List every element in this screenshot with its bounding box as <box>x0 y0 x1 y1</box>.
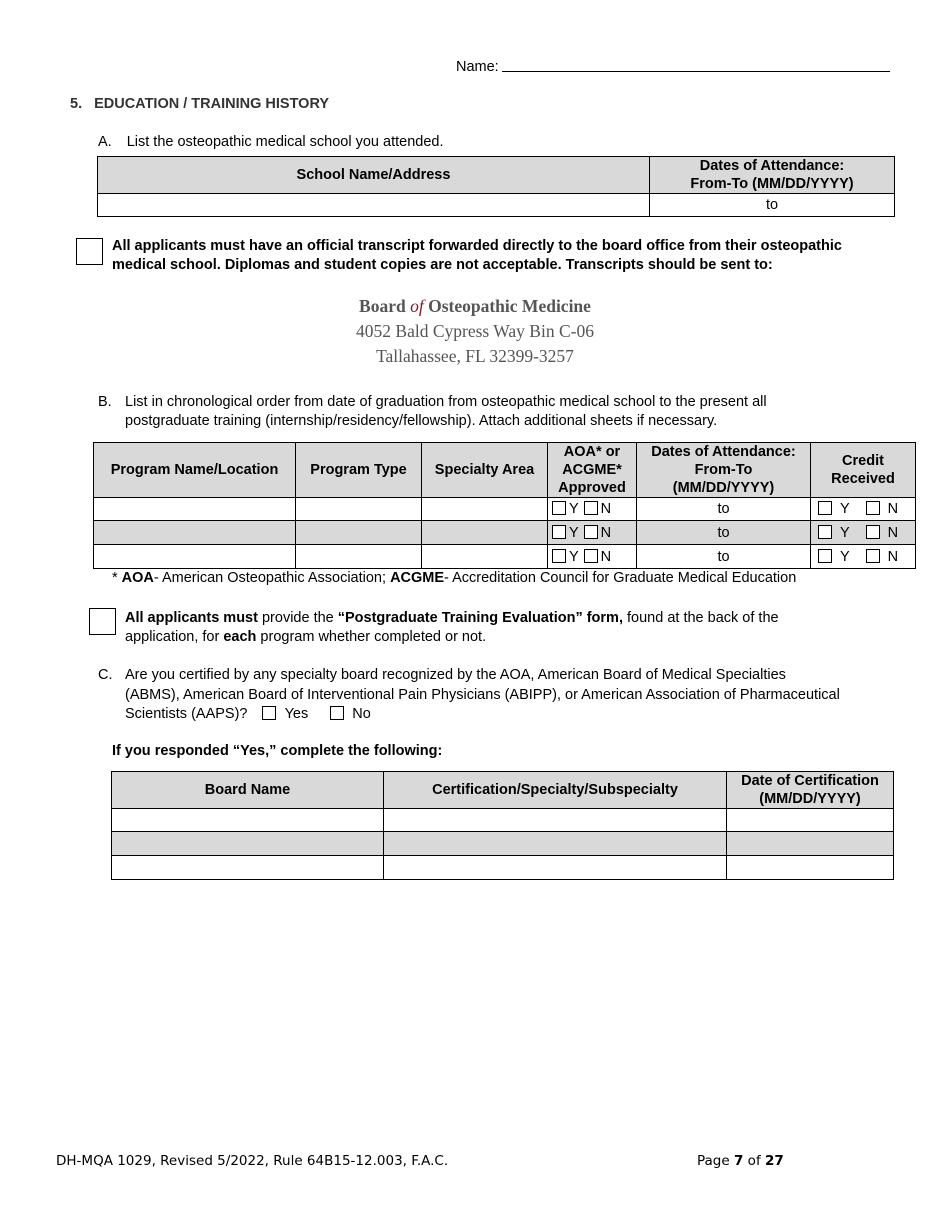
table-row <box>112 809 894 832</box>
part-a-text: List the osteopathic medical school you attended. <box>126 134 444 150</box>
page-number: Page 7 of 27 <box>697 1153 784 1169</box>
followup-instruction: If you responded “Yes,” complete the following: <box>112 743 443 759</box>
aoa-no-checkbox[interactable] <box>584 525 598 539</box>
aoa-yes-checkbox[interactable] <box>552 525 566 539</box>
program-type-cell[interactable] <box>296 521 422 545</box>
table-row <box>112 832 894 856</box>
program-type-cell[interactable] <box>296 498 422 521</box>
section-title-text: EDUCATION / TRAINING HISTORY <box>94 96 330 112</box>
aoa-no-checkbox[interactable] <box>584 501 598 515</box>
dates-cell[interactable]: to <box>637 545 811 569</box>
aoa-yes-checkbox[interactable] <box>552 549 566 563</box>
credit-cell: Y N <box>811 498 916 521</box>
board-name: Board of Osteopathic Medicine <box>359 296 591 316</box>
credit-cell: Y N <box>811 521 916 545</box>
transcript-notice-line2: medical school. Diplomas and student copies are not acceptable. Transcripts should be sent to: <box>112 257 773 273</box>
cert-no-label: No <box>352 706 371 722</box>
school-dates-cell[interactable]: to <box>650 194 895 217</box>
part-c-letter: C. <box>98 667 113 683</box>
dates-cell[interactable]: to <box>637 521 811 545</box>
part-c-line1: Are you certified by any specialty board recognized by the AOA, American Board of Medical Specialties <box>125 667 786 683</box>
program-cell[interactable] <box>94 498 296 521</box>
board-street: 4052 Bald Cypress Way Bin C-06 <box>356 321 594 341</box>
credit-yes-checkbox[interactable] <box>818 501 832 515</box>
aoa-no-checkbox[interactable] <box>584 549 598 563</box>
section-number: 5. <box>70 96 83 112</box>
part-c-line2: (ABMS), American Board of Interventional Pain Physicians (ABIPP), or American Association of Pharmaceutical <box>125 686 840 703</box>
program-cell[interactable] <box>94 545 296 569</box>
evaluation-checkbox[interactable] <box>89 608 116 635</box>
board-name-header: Board Name <box>112 772 384 809</box>
cert-cell[interactable] <box>384 809 727 832</box>
cert-cell[interactable] <box>384 832 727 856</box>
name-label: Name: <box>456 59 499 75</box>
credit-header: Credit Received <box>811 443 916 498</box>
program-header: Program Name/Location <box>94 443 296 498</box>
cert-no-checkbox[interactable] <box>330 706 344 720</box>
credit-yes-checkbox[interactable] <box>818 525 832 539</box>
board-name-cell[interactable] <box>112 809 384 832</box>
cert-date-cell[interactable] <box>727 832 894 856</box>
school-name-cell[interactable] <box>98 194 650 217</box>
cert-yes-label: Yes <box>284 706 309 722</box>
part-a-instruction <box>98 134 444 150</box>
aoa-cell: Y N <box>548 545 637 569</box>
transcript-notice-line1: All applicants must have an official transcript forwarded directly to the board office from their osteopathic <box>112 238 842 254</box>
training-table <box>93 442 916 569</box>
specialty-cell[interactable] <box>422 545 548 569</box>
part-b-line1: List in chronological order from date of graduation from osteopathic medical school to the present all <box>125 394 767 410</box>
cert-date-header: Date of Certification (MM/DD/YYYY) <box>727 772 894 809</box>
program-cell[interactable] <box>94 521 296 545</box>
certification-table <box>111 771 894 880</box>
school-dates-header: Dates of Attendance: From-To (MM/DD/YYYY) <box>650 157 895 194</box>
school-name-header: School Name/Address <box>98 157 650 194</box>
dates-header: Dates of Attendance: From-To (MM/DD/YYYY) <box>637 443 811 498</box>
program-type-cell[interactable] <box>296 545 422 569</box>
cert-yes-checkbox[interactable] <box>262 706 276 720</box>
aoa-cell: Y N <box>548 498 637 521</box>
table-row <box>94 545 916 569</box>
aoa-cell: Y N <box>548 521 637 545</box>
credit-cell: Y N <box>811 545 916 569</box>
specialty-cell[interactable] <box>422 498 548 521</box>
aoa-header: AOA* or ACGME* Approved <box>548 443 637 498</box>
specialty-header: Specialty Area <box>422 443 548 498</box>
part-b-instruction <box>98 393 767 431</box>
credit-no-checkbox[interactable] <box>866 501 880 515</box>
school-table <box>97 156 895 217</box>
evaluation-notice: All applicants must provide the “Postgraduate Training Evaluation” form, found at the back of the application, for each program whether completed or not. <box>125 610 779 645</box>
cert-header: Certification/Specialty/Subspecialty <box>384 772 727 809</box>
part-b-line2: postgraduate training (internship/residency/fellowship). Attach additional sheets if necessary. <box>125 413 718 429</box>
part-b-letter: B. <box>98 394 112 410</box>
credit-no-checkbox[interactable] <box>866 525 880 539</box>
cert-date-cell[interactable] <box>727 809 894 832</box>
credit-yes-checkbox[interactable] <box>818 549 832 563</box>
section-title <box>70 96 329 112</box>
aoa-yes-checkbox[interactable] <box>552 501 566 515</box>
table-row <box>112 856 894 880</box>
specialty-cell[interactable] <box>422 521 548 545</box>
transcript-notice <box>112 237 842 275</box>
board-of-word: of <box>410 296 424 316</box>
cert-cell[interactable] <box>384 856 727 880</box>
board-name-cell[interactable] <box>112 856 384 880</box>
cert-date-cell[interactable] <box>727 856 894 880</box>
credit-no-checkbox[interactable] <box>866 549 880 563</box>
program-type-header: Program Type <box>296 443 422 498</box>
part-a-letter: A. <box>98 134 112 150</box>
name-line[interactable] <box>502 57 890 72</box>
table-row <box>94 498 916 521</box>
footnote: * AOA- American Osteopathic Association; ACGME- Accreditation Council for Graduate Medical Education <box>112 570 797 586</box>
dates-cell[interactable]: to <box>637 498 811 521</box>
form-info: DH-MQA 1029, Revised 5/2022, Rule 64B15-12.003, F.A.C. <box>56 1153 449 1169</box>
board-name-cell[interactable] <box>112 832 384 856</box>
part-c-line3: Scientists (AAPS)? <box>125 706 248 722</box>
transcript-checkbox[interactable] <box>76 238 103 265</box>
table-row <box>94 521 916 545</box>
name-field[interactable] <box>456 57 890 75</box>
part-c-question <box>98 666 840 725</box>
board-city: Tallahassee, FL 32399-3257 <box>376 346 574 366</box>
